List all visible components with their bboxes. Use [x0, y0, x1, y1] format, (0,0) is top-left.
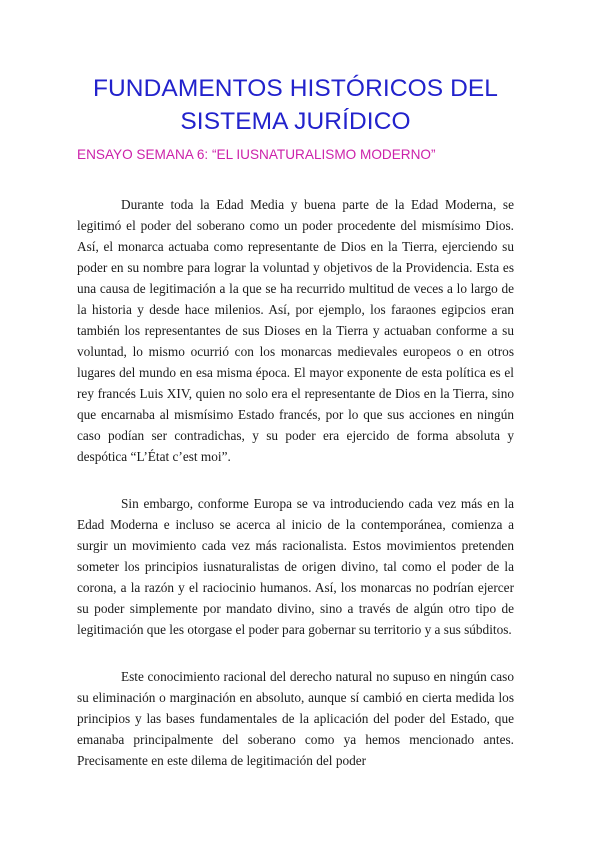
- document-title: FUNDAMENTOS HISTÓRICOS DEL SISTEMA JURÍDICO: [92, 75, 499, 135]
- document-subtitle: ENSAYO SEMANA 6: “EL IUSNATURALISMO MODERNO”: [77, 147, 436, 162]
- paragraph: Sin embargo, conforme Europa se va introduciendo cada vez más en la Edad Moderna e incluso se acerca al inicio de la contemporánea, comienza a surgir un movimiento cada vez más racionalista. Estos movimientos pretenden someter los principios iusnaturalistas de origen divino, tal como el poder de la corona, a la razón y el raciocinio humanos. Así, los monarcas no podrían ejercer su poder simplemente por mandato divino, sino a través de algún otro tipo de legitimación que les otorgase el poder para gobernar su territorio y a sus súbditos.: [77, 496, 514, 637]
- document-body: [77, 194, 514, 771]
- paragraph: Durante toda la Edad Media y buena parte de la Edad Moderna, se legitimó el poder del soberano como un poder procedente del mismísimo Dios. Así, el monarca actuaba como representante de Dios en la Tierra, ejerciendo su poder en su nombre para lograr la voluntad y objetivos de la Providencia. Esta es una causa de legitimación a la que se ha recurrido multitud de veces a lo largo de la historia y desde hace milenios. Así, por ejemplo, los faraones egipcios eran también los representantes de sus Dioses en la Tierra y actuaban conforme a su voluntad, lo mismo ocurrió con los monarcas medievales europeos o en otros lugares del mundo en esa misma época. El mayor exponente de esta política es el rey francés Luis XIV, quien no solo era el representante de Dios en la Tierra, sino que encarnaba al mismísimo Estado francés, por lo que sus acciones en ningún caso podían ser contradichas, y su poder era ejercido de forma absoluta y despótica “L’État c’est moi”.: [77, 197, 514, 464]
- paragraph: Este conocimiento racional del derecho natural no supuso en ningún caso su eliminación o marginación en absoluto, aunque sí cambió en cierta medida los principios y las bases fundamentales de la aplicación del poder del Estado, que emanaba principalmente del soberano como ya hemos mencionado antes. Precisamente en este dilema de legitimación del poder: [77, 669, 514, 768]
